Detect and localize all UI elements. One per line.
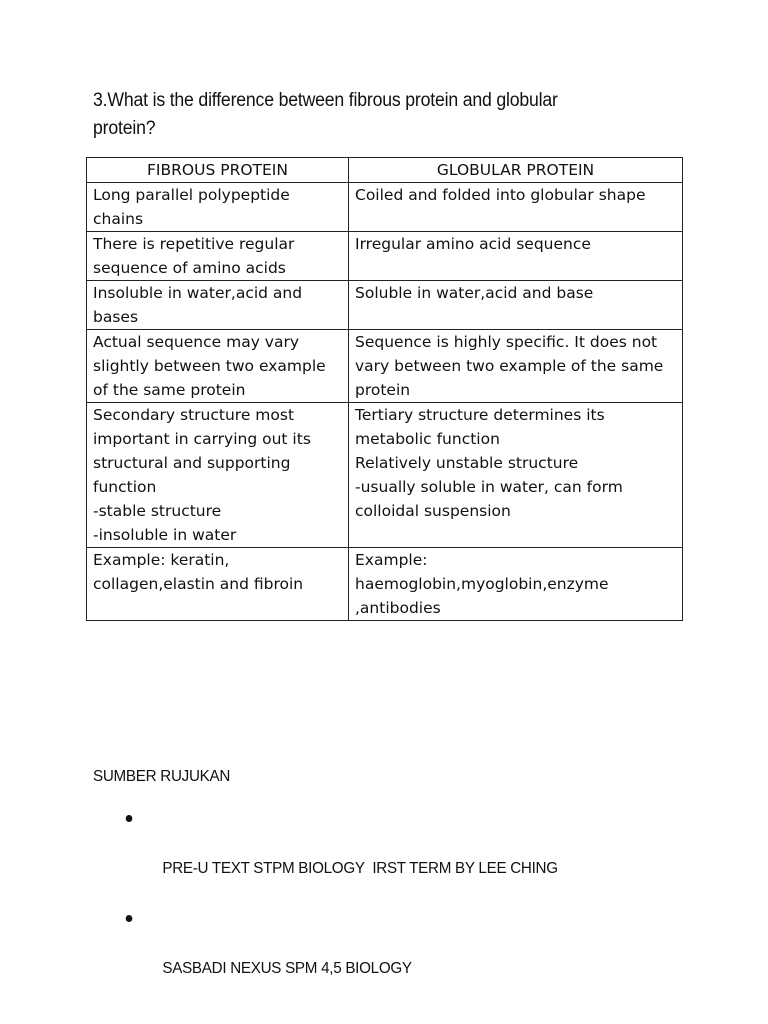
references-title: SUMBER RUJUKAN bbox=[93, 768, 231, 785]
table-row bbox=[87, 281, 683, 330]
table-row bbox=[87, 183, 683, 232]
globular-cell: Sequence is highly specific. It does not vary between two example of the same protein bbox=[349, 330, 683, 403]
fibrous-cell: Insoluble in water,acid and bases bbox=[87, 281, 349, 330]
bullet-icon bbox=[126, 915, 133, 922]
globular-cell: Soluble in water,acid and base bbox=[349, 281, 683, 330]
fibrous-cell: Long parallel polypeptide chains bbox=[87, 183, 349, 232]
table-row bbox=[87, 232, 683, 281]
reference-text: PRE-U TEXT STPM BIOLOGY IRST TERM BY LEE CHING bbox=[162, 860, 558, 877]
table-header-row bbox=[87, 158, 683, 183]
fibrous-cell: Secondary structure most important in carrying out its structural and supporting function -stable structure -insoluble in water bbox=[87, 403, 349, 548]
question-heading: 3.What is the difference between fibrous protein and globular protein? bbox=[93, 90, 558, 139]
globular-cell: Example: haemoglobin,myoglobin,enzyme ,antibodies bbox=[349, 548, 683, 621]
header-globular: GLOBULAR PROTEIN bbox=[349, 158, 683, 183]
reference-text: SASBADI NEXUS SPM 4,5 BIOLOGY bbox=[162, 960, 412, 977]
comparison-table bbox=[86, 157, 683, 621]
table-row bbox=[87, 330, 683, 403]
table-row bbox=[87, 403, 683, 548]
references-list bbox=[120, 806, 581, 1006]
reference-item bbox=[120, 906, 558, 1006]
fibrous-cell: Example: keratin, collagen,elastin and fibroin bbox=[87, 548, 349, 621]
globular-cell: Irregular amino acid sequence bbox=[349, 232, 683, 281]
bullet-icon bbox=[126, 815, 133, 822]
globular-cell: Coiled and folded into globular shape bbox=[349, 183, 683, 232]
globular-cell: Tertiary structure determines its metabolic function Relatively unstable structure -usually soluble in water, can form colloidal suspension bbox=[349, 403, 683, 548]
table-row bbox=[87, 548, 683, 621]
fibrous-cell: Actual sequence may vary slightly between two example of the same protein bbox=[87, 330, 349, 403]
fibrous-cell: There is repetitive regular sequence of amino acids bbox=[87, 232, 349, 281]
header-fibrous: FIBROUS PROTEIN bbox=[87, 158, 349, 183]
reference-item bbox=[120, 806, 558, 906]
